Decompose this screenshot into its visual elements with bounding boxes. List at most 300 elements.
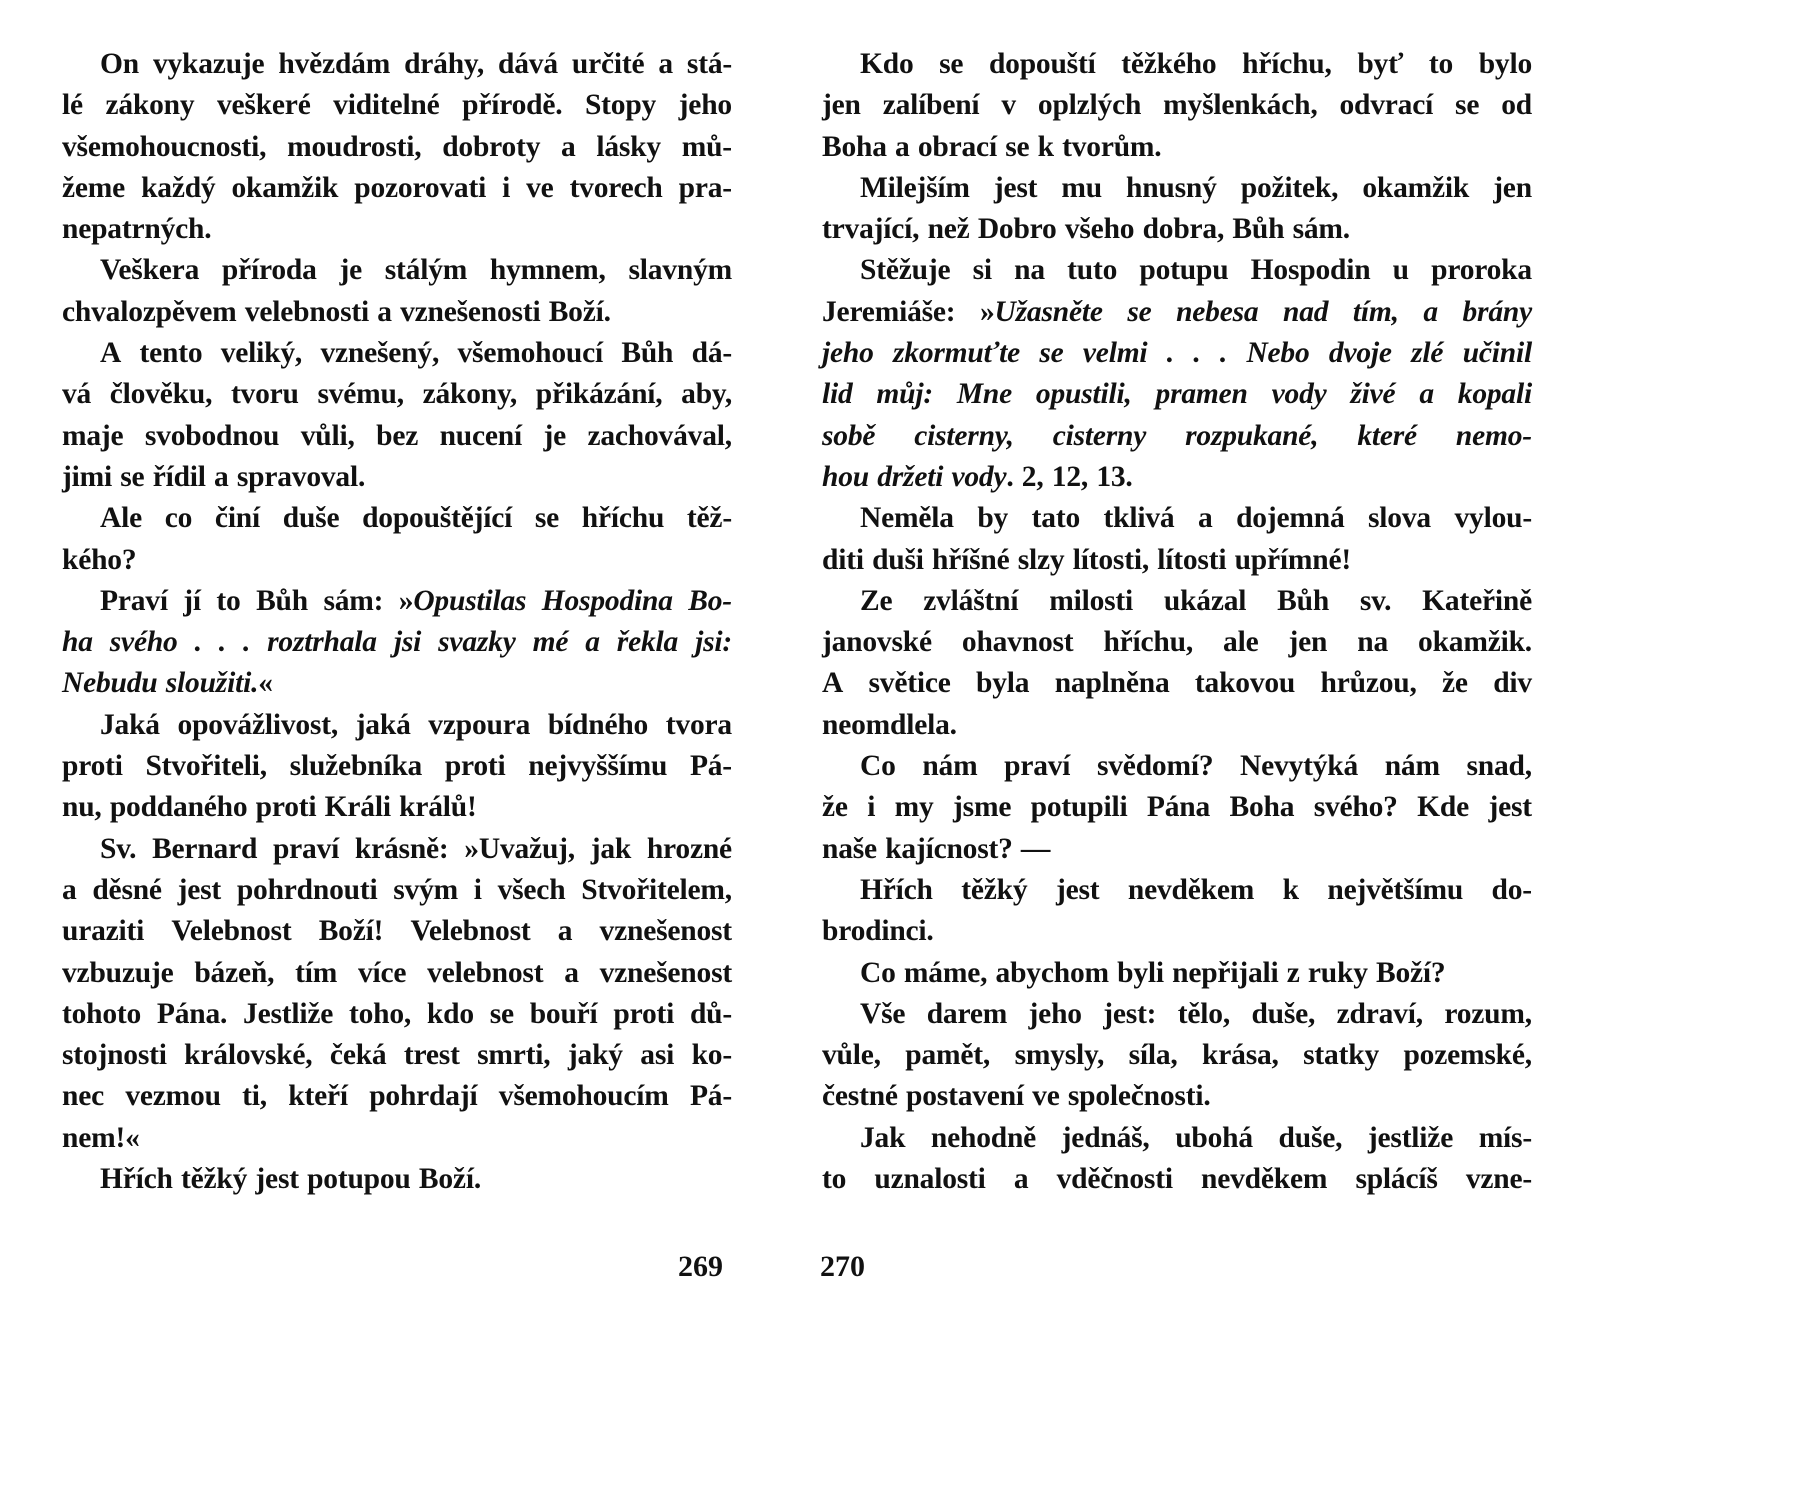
word: tělo, xyxy=(1177,997,1230,1030)
word: Boží. xyxy=(548,295,611,328)
word: tento xyxy=(139,337,203,370)
word: proti xyxy=(613,997,675,1030)
word: jest xyxy=(993,171,1038,204)
word: dopouštějící xyxy=(362,502,513,535)
word: a xyxy=(1423,295,1438,328)
word: jaký xyxy=(567,1039,623,1072)
word: přírodě. xyxy=(462,89,563,122)
word: pohrdnouti xyxy=(236,873,378,906)
word: 2, xyxy=(1021,460,1044,493)
word: všeho xyxy=(1064,213,1135,246)
word: sám. xyxy=(1292,213,1350,246)
word: janovské xyxy=(822,626,932,659)
word: proti xyxy=(62,750,123,783)
word: nad xyxy=(1283,295,1329,328)
word: opustili, xyxy=(1035,378,1132,411)
text-line xyxy=(822,1118,1532,1159)
word: mů- xyxy=(681,130,732,163)
word: se xyxy=(120,460,145,493)
word: rozum, xyxy=(1444,997,1532,1030)
text-line xyxy=(62,911,732,952)
word: lásky xyxy=(596,130,661,163)
word: zdraví, xyxy=(1336,997,1423,1030)
word: jestliže xyxy=(1367,1121,1454,1154)
word: dojemná xyxy=(1236,502,1345,535)
word: Nebudu xyxy=(62,667,158,700)
word: naše xyxy=(822,832,877,865)
text-line xyxy=(822,870,1532,911)
word: vznešenost xyxy=(599,956,732,989)
word: byli xyxy=(1117,956,1164,989)
left-page-body xyxy=(62,44,732,1200)
word: kého? xyxy=(62,543,137,576)
word: Nevytýká xyxy=(1240,750,1359,783)
page-number-left: 269 xyxy=(678,1250,723,1283)
text-line xyxy=(822,705,1532,746)
word: Jestliže xyxy=(243,997,334,1030)
word: a xyxy=(1198,502,1213,535)
text-line xyxy=(822,374,1532,415)
word: vznešenost xyxy=(599,915,732,948)
word: vezmou xyxy=(125,1080,221,1113)
word: člověku, xyxy=(109,378,213,411)
word: Boží? xyxy=(1376,956,1446,989)
word: tím, xyxy=(1352,295,1399,328)
word: lé xyxy=(62,89,83,122)
word: tuto xyxy=(1067,254,1118,287)
word: statky xyxy=(1303,1039,1379,1072)
word: jeho xyxy=(1028,997,1082,1030)
word: nucení xyxy=(439,419,522,452)
text-line xyxy=(822,127,1532,168)
word: kopali xyxy=(1457,378,1532,411)
word: odvrací xyxy=(1339,89,1434,122)
word: darem xyxy=(926,997,1008,1030)
word: slavným xyxy=(628,254,732,287)
word: všech xyxy=(497,873,566,906)
word: nám xyxy=(1384,750,1440,783)
word: králů! xyxy=(399,791,477,824)
word: oplzlých xyxy=(1037,89,1142,122)
word: potupou xyxy=(307,1163,411,1196)
word: Hospodin xyxy=(1250,254,1371,287)
word: takovou xyxy=(1194,667,1296,700)
word: . xyxy=(218,626,226,659)
word: splácíš xyxy=(1355,1163,1438,1196)
word: opovážlivost, xyxy=(177,708,339,741)
word: lítosti, xyxy=(1072,543,1149,576)
word: duše, xyxy=(1278,1121,1343,1154)
text-line xyxy=(62,1035,732,1076)
word: ukázal xyxy=(1163,584,1247,617)
word: Vše xyxy=(860,997,906,1030)
word: společnosti. xyxy=(1067,1080,1211,1113)
word: čestné xyxy=(822,1080,898,1113)
word: bez xyxy=(376,419,419,452)
word: Ze xyxy=(860,584,893,617)
word: svobodnou xyxy=(144,419,280,452)
word: jednáš, xyxy=(1061,1121,1150,1154)
word: mé xyxy=(532,626,569,659)
word: nec xyxy=(62,1080,104,1113)
text-line xyxy=(62,1076,732,1117)
word: velebnost xyxy=(427,956,544,989)
word: kdo xyxy=(426,997,474,1030)
word: praví xyxy=(272,832,340,865)
word: Kateřině xyxy=(1422,584,1532,617)
word: dráhy, xyxy=(404,48,485,80)
word: tklivá xyxy=(1103,502,1175,535)
text-line xyxy=(822,1035,1532,1076)
text-line xyxy=(822,209,1532,250)
word: myšlenkách, xyxy=(1163,89,1318,122)
word: Jeremiáše: xyxy=(822,295,956,328)
text-line xyxy=(62,250,732,291)
word: Sv. xyxy=(100,832,137,865)
word: brány xyxy=(1462,295,1532,328)
word: Bůh xyxy=(256,584,308,617)
word: těžkého xyxy=(1121,48,1217,80)
word: bylo xyxy=(1478,48,1532,80)
word: a xyxy=(377,295,392,328)
word: vody xyxy=(1271,378,1327,411)
word: že xyxy=(822,791,848,824)
word: obrací xyxy=(917,130,997,163)
word: služebníka xyxy=(289,750,423,783)
word: sobě xyxy=(822,419,876,452)
text-line xyxy=(822,994,1532,1035)
word: řídil xyxy=(152,460,206,493)
word: mís- xyxy=(1478,1121,1532,1154)
word: vzbuzuje xyxy=(62,956,174,989)
word: v xyxy=(1001,89,1016,122)
word: »Opustilas xyxy=(398,584,527,617)
text-line xyxy=(822,540,1532,581)
word: Pá- xyxy=(689,750,732,783)
word: Jaká xyxy=(100,708,160,741)
word: a xyxy=(1013,1163,1029,1196)
word: určité xyxy=(571,48,645,80)
word: slzy xyxy=(1017,543,1065,576)
word: jsi: xyxy=(695,626,732,659)
word: zákony, xyxy=(422,378,518,411)
text-line xyxy=(822,44,1532,85)
word: nehodně xyxy=(930,1121,1037,1154)
word: Boha xyxy=(1229,791,1295,824)
word: pozemské, xyxy=(1403,1039,1532,1072)
word: vděčnosti xyxy=(1056,1163,1173,1196)
text-line xyxy=(62,540,732,581)
word: od xyxy=(1501,89,1532,122)
word: On xyxy=(100,48,139,80)
word: dobroty xyxy=(442,130,541,163)
word: jen xyxy=(1288,626,1328,659)
word: sv. xyxy=(1359,584,1392,617)
word: poddaného xyxy=(109,791,248,824)
word: pohrdají xyxy=(369,1080,478,1113)
word: Ale xyxy=(100,502,142,535)
word: které xyxy=(1357,419,1417,452)
word: hymnem, xyxy=(489,254,606,287)
word: bouří xyxy=(529,997,598,1030)
word: div xyxy=(1493,667,1532,700)
word: smrti, xyxy=(477,1039,551,1072)
word: jsme xyxy=(953,791,1012,824)
word: pramen xyxy=(1155,378,1248,411)
word: duše xyxy=(282,502,340,535)
text-line xyxy=(822,416,1532,457)
word: »Uvažuj, xyxy=(464,832,575,865)
word: k xyxy=(1037,130,1054,163)
word: potupili xyxy=(1030,791,1128,824)
word: přikázání, xyxy=(535,378,663,411)
text-line xyxy=(62,663,732,704)
text-line xyxy=(62,416,732,457)
word: zákony xyxy=(105,89,195,122)
word: ha xyxy=(62,626,93,659)
text-line xyxy=(62,457,732,498)
word: Bernard xyxy=(152,832,258,865)
text-line xyxy=(62,127,732,168)
word: sám: xyxy=(323,584,384,617)
word: Bo- xyxy=(688,584,732,617)
word: i xyxy=(867,791,876,824)
word: čeká xyxy=(329,1039,387,1072)
word: že xyxy=(1442,667,1468,700)
word: Stvořitelem, xyxy=(581,873,732,906)
word: kteří xyxy=(288,1080,348,1113)
word: svým xyxy=(393,873,459,906)
word: nepřijali xyxy=(1172,956,1279,989)
word: nám xyxy=(922,750,978,783)
word: tohoto xyxy=(62,997,142,1030)
word: vůle, xyxy=(822,1039,881,1072)
text-line xyxy=(62,85,732,126)
word: hříchu, xyxy=(1103,626,1194,659)
word: příroda xyxy=(221,254,317,287)
word: moudrosti, xyxy=(287,130,422,163)
word: Velebnost xyxy=(410,915,531,948)
word: Bůh xyxy=(1277,584,1330,617)
word: bídného xyxy=(547,708,649,741)
word: hvězdám xyxy=(278,48,391,80)
word: a xyxy=(561,130,576,163)
word: Stopy xyxy=(584,89,657,122)
word: nevděkem xyxy=(1127,873,1255,906)
word: proroka xyxy=(1431,254,1532,287)
word: ve xyxy=(1032,1080,1060,1113)
word: Bůh xyxy=(621,337,674,370)
text-line xyxy=(62,994,732,1035)
page-number-right: 270 xyxy=(820,1250,865,1283)
word: velebnosti xyxy=(244,295,370,328)
word: vznešenosti xyxy=(400,295,541,328)
word: řekla xyxy=(616,626,679,659)
word: postavení xyxy=(906,1080,1024,1113)
text-line xyxy=(822,787,1532,828)
word: okamžik xyxy=(1362,171,1470,204)
word: pamět, xyxy=(905,1039,991,1072)
word: Stvořiteli, xyxy=(145,750,267,783)
word: hrozné xyxy=(646,832,732,865)
text-line xyxy=(822,1159,1532,1200)
text-line xyxy=(822,1076,1532,1117)
word: veliký, xyxy=(220,337,303,370)
text-line xyxy=(822,663,1532,704)
word: Co xyxy=(860,956,896,989)
word: vylou- xyxy=(1454,502,1532,535)
text-line xyxy=(62,870,732,911)
word: okamžik xyxy=(231,171,339,204)
word: co xyxy=(164,502,193,535)
text-line xyxy=(62,333,732,374)
word: to xyxy=(216,584,241,617)
text-line xyxy=(822,333,1532,374)
word: A xyxy=(822,667,844,700)
word: svědomí? xyxy=(1096,750,1214,783)
text-line xyxy=(822,85,1532,126)
word: děsné xyxy=(92,873,162,906)
word: svému, xyxy=(317,378,404,411)
word: rozpukané, xyxy=(1185,419,1319,452)
word: svého xyxy=(109,626,178,659)
word: živé xyxy=(1350,378,1396,411)
word: se xyxy=(489,997,514,1030)
text-line xyxy=(822,911,1532,952)
word: velmi xyxy=(1082,337,1148,370)
word: tvoru xyxy=(230,378,299,411)
word: než xyxy=(927,213,970,246)
word: Praví xyxy=(100,584,168,617)
word: potupu xyxy=(1139,254,1229,287)
word: k xyxy=(1282,873,1299,906)
word: požitek, xyxy=(1240,171,1339,204)
word: ko- xyxy=(691,1039,732,1072)
word: těžký xyxy=(961,873,1028,906)
word: těž- xyxy=(686,502,732,535)
word: jest xyxy=(177,873,222,906)
word: vůli, xyxy=(300,419,355,452)
text-line xyxy=(62,622,732,663)
word: to xyxy=(822,1163,847,1196)
word: zkormuťte xyxy=(893,337,1020,370)
word: Hospodina xyxy=(541,584,673,617)
word: neomdlela. xyxy=(822,708,957,741)
text-line xyxy=(822,457,1532,498)
word: na xyxy=(1014,254,1045,287)
word: ubohá xyxy=(1175,1121,1253,1154)
text-line xyxy=(62,953,732,994)
word: Hřích xyxy=(860,873,933,906)
word: nejvyššímu xyxy=(528,750,668,783)
word: nu, xyxy=(62,791,102,824)
text-line xyxy=(62,787,732,828)
word: jest: xyxy=(1103,997,1157,1030)
word: naplněna xyxy=(1054,667,1170,700)
word: vzpoura xyxy=(428,708,531,741)
word: aby, xyxy=(681,378,732,411)
text-line xyxy=(822,829,1532,870)
word: nebesa xyxy=(1176,295,1259,328)
word: zlé xyxy=(1411,337,1444,370)
word: je xyxy=(543,419,566,452)
word: je xyxy=(339,254,362,287)
word: ale xyxy=(1223,626,1259,659)
word: smysly, xyxy=(1014,1039,1105,1072)
word: spravoval. xyxy=(236,460,366,493)
word: Neměla xyxy=(860,502,954,535)
word: byla xyxy=(976,667,1030,700)
word: lid xyxy=(822,378,853,411)
word: Veškera xyxy=(100,254,200,287)
word: veškeré xyxy=(216,89,311,122)
text-line xyxy=(62,374,732,415)
text-line xyxy=(62,44,732,85)
word: stálým xyxy=(384,254,468,287)
word: z xyxy=(1286,956,1300,989)
text-line xyxy=(62,829,732,870)
word: milosti xyxy=(1049,584,1134,617)
word: diti xyxy=(822,543,864,576)
word: viditelné xyxy=(333,89,440,122)
word: uznalosti xyxy=(874,1163,986,1196)
word: všemohoucnosti, xyxy=(62,130,267,163)
word: ohavnost xyxy=(961,626,1074,659)
word: tím xyxy=(295,956,338,989)
word: těžký xyxy=(181,1163,248,1196)
word: stojnosti xyxy=(62,1039,167,1072)
word: vykazuje xyxy=(152,48,265,80)
word: a xyxy=(1419,378,1434,411)
text-line xyxy=(822,498,1532,539)
text-line xyxy=(822,250,1532,291)
text-line xyxy=(62,168,732,209)
word: trvající, xyxy=(822,213,920,246)
word: toho, xyxy=(349,997,412,1030)
word: svého? xyxy=(1313,791,1398,824)
word: jaká xyxy=(355,708,411,741)
word: i xyxy=(473,873,482,906)
word: sloužiti.« xyxy=(165,667,273,700)
word: jak xyxy=(590,832,632,865)
word: tvora xyxy=(665,708,732,741)
word: a xyxy=(564,956,579,989)
word: hříšné xyxy=(932,543,1010,576)
text-line xyxy=(822,292,1532,333)
word: Hřích xyxy=(100,1163,173,1196)
word: abychom xyxy=(995,956,1109,989)
text-line xyxy=(822,746,1532,787)
word: ti, xyxy=(242,1080,267,1113)
word: činí xyxy=(214,502,261,535)
word: hrůzou, xyxy=(1320,667,1417,700)
word: držeti xyxy=(877,460,944,493)
word: roztrhala xyxy=(267,626,377,659)
word: . xyxy=(1193,337,1201,370)
word: . xyxy=(1219,337,1228,370)
word: jest xyxy=(1055,873,1100,906)
word: Boha xyxy=(822,130,887,163)
text-line xyxy=(62,498,732,539)
word: u xyxy=(1392,254,1409,287)
word: ve xyxy=(526,171,554,204)
word: jeho xyxy=(678,89,732,122)
word: jest xyxy=(1488,791,1532,824)
word: hnusný xyxy=(1126,171,1217,204)
word: 12, xyxy=(1051,460,1089,493)
word: jsi xyxy=(393,626,422,659)
text-line xyxy=(62,581,732,622)
